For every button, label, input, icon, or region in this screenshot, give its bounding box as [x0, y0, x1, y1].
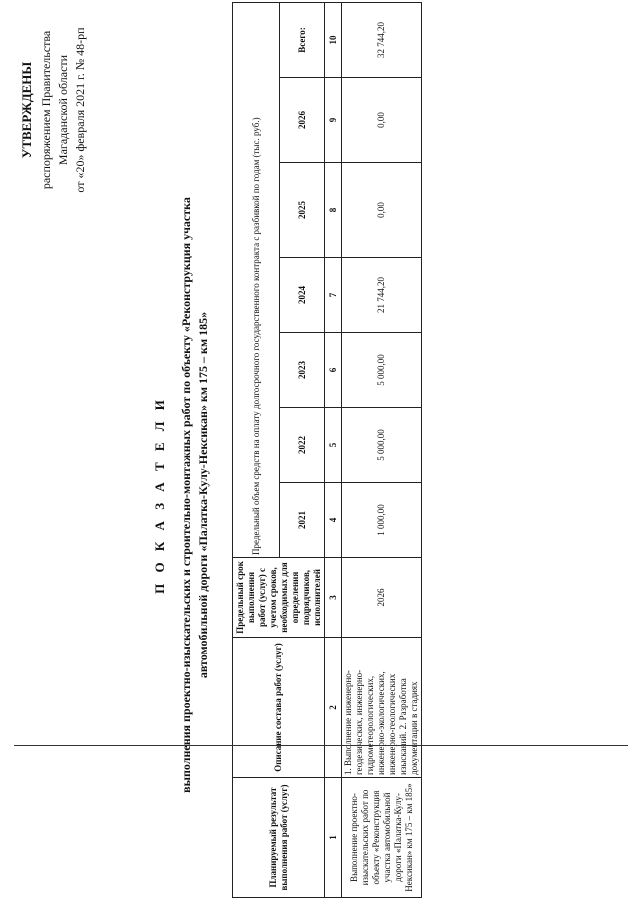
approval-block — [18, 15, 89, 205]
approval-line-2: Магаданской области — [56, 54, 70, 166]
cell-amount: 0,00 — [342, 78, 422, 163]
column-number: 6 — [325, 333, 342, 408]
header-year: 2025 — [280, 163, 325, 258]
cell-deadline: 2026 — [342, 558, 422, 638]
column-number: 1 — [325, 778, 342, 898]
column-number: 2 — [325, 638, 342, 778]
table-row — [342, 2, 422, 897]
cell-result: Выполнение проектно-изыскательских работ по объекту «Реконструкция участка автомобильной дороги «Палатка-Кулу-Нексикан» км 175 – км 185» — [342, 778, 422, 898]
document-title: П О К А З А Т Е Л И — [152, 396, 167, 594]
approval-line-3: от «20» февраля 2021 г. № 48-рп — [73, 27, 87, 193]
column-number: 3 — [325, 558, 342, 638]
cell-amount: 1 000,00 — [342, 483, 422, 558]
subtitle-line-2: автомобильной дороги «Палатка-Кулу-Нексикан» км 175 – км 185» — [196, 311, 210, 679]
header-year: 2026 — [280, 78, 325, 163]
column-number: 7 — [325, 258, 342, 333]
column-number-row — [325, 2, 342, 897]
indicators-table — [232, 2, 422, 898]
cell-amount: 0,00 — [342, 163, 422, 258]
header-year: 2023 — [280, 333, 325, 408]
horizontal-rule — [14, 745, 628, 746]
column-number: 8 — [325, 163, 342, 258]
cell-total: 32 744,20 — [342, 2, 422, 77]
column-number: 10 — [325, 2, 342, 77]
header-row-1 — [233, 2, 280, 897]
approval-line-1: распоряжением Правительства — [39, 30, 53, 190]
cell-description: 1. Выполнение инженерно-геодезических, инженерно-гидрометеорологических, инженерно-экологических, инженерно-геологических изысканий. 2. Разработка документации в стадиях — [342, 638, 422, 778]
header-year: 2021 — [280, 483, 325, 558]
header-year: 2022 — [280, 408, 325, 483]
cell-amount: 5 000,00 — [342, 333, 422, 408]
subtitle-line-1: выполнения проектно-изыскательских и строительно-монтажных работ по объекту «Реконструкция участка — [179, 197, 193, 793]
cell-amount: 21 744,20 — [342, 258, 422, 333]
column-number: 4 — [325, 483, 342, 558]
column-number: 5 — [325, 408, 342, 483]
indicators-table-wrap — [232, 3, 419, 898]
document-subtitle — [178, 115, 212, 875]
header-result: Планируемый результат выполнения работ (услуг) — [233, 778, 325, 898]
column-number: 9 — [325, 78, 342, 163]
header-total: Всего: — [280, 2, 325, 77]
approval-heading: УТВЕРЖДЕНЫ — [19, 61, 34, 159]
header-year: 2024 — [280, 258, 325, 333]
header-funding: Предельный объем средств на оплату долгосрочного государственного контракта с разбивкой по годам (тыс. руб.) — [233, 2, 280, 557]
header-deadline: Предельный срок выполнения работ (услуг) с учетом сроков, необходимых для определения подрядчиков, исполнителей — [233, 558, 325, 638]
cell-amount: 5 000,00 — [342, 408, 422, 483]
header-description: Описание состава работ (услуг) — [233, 638, 325, 778]
